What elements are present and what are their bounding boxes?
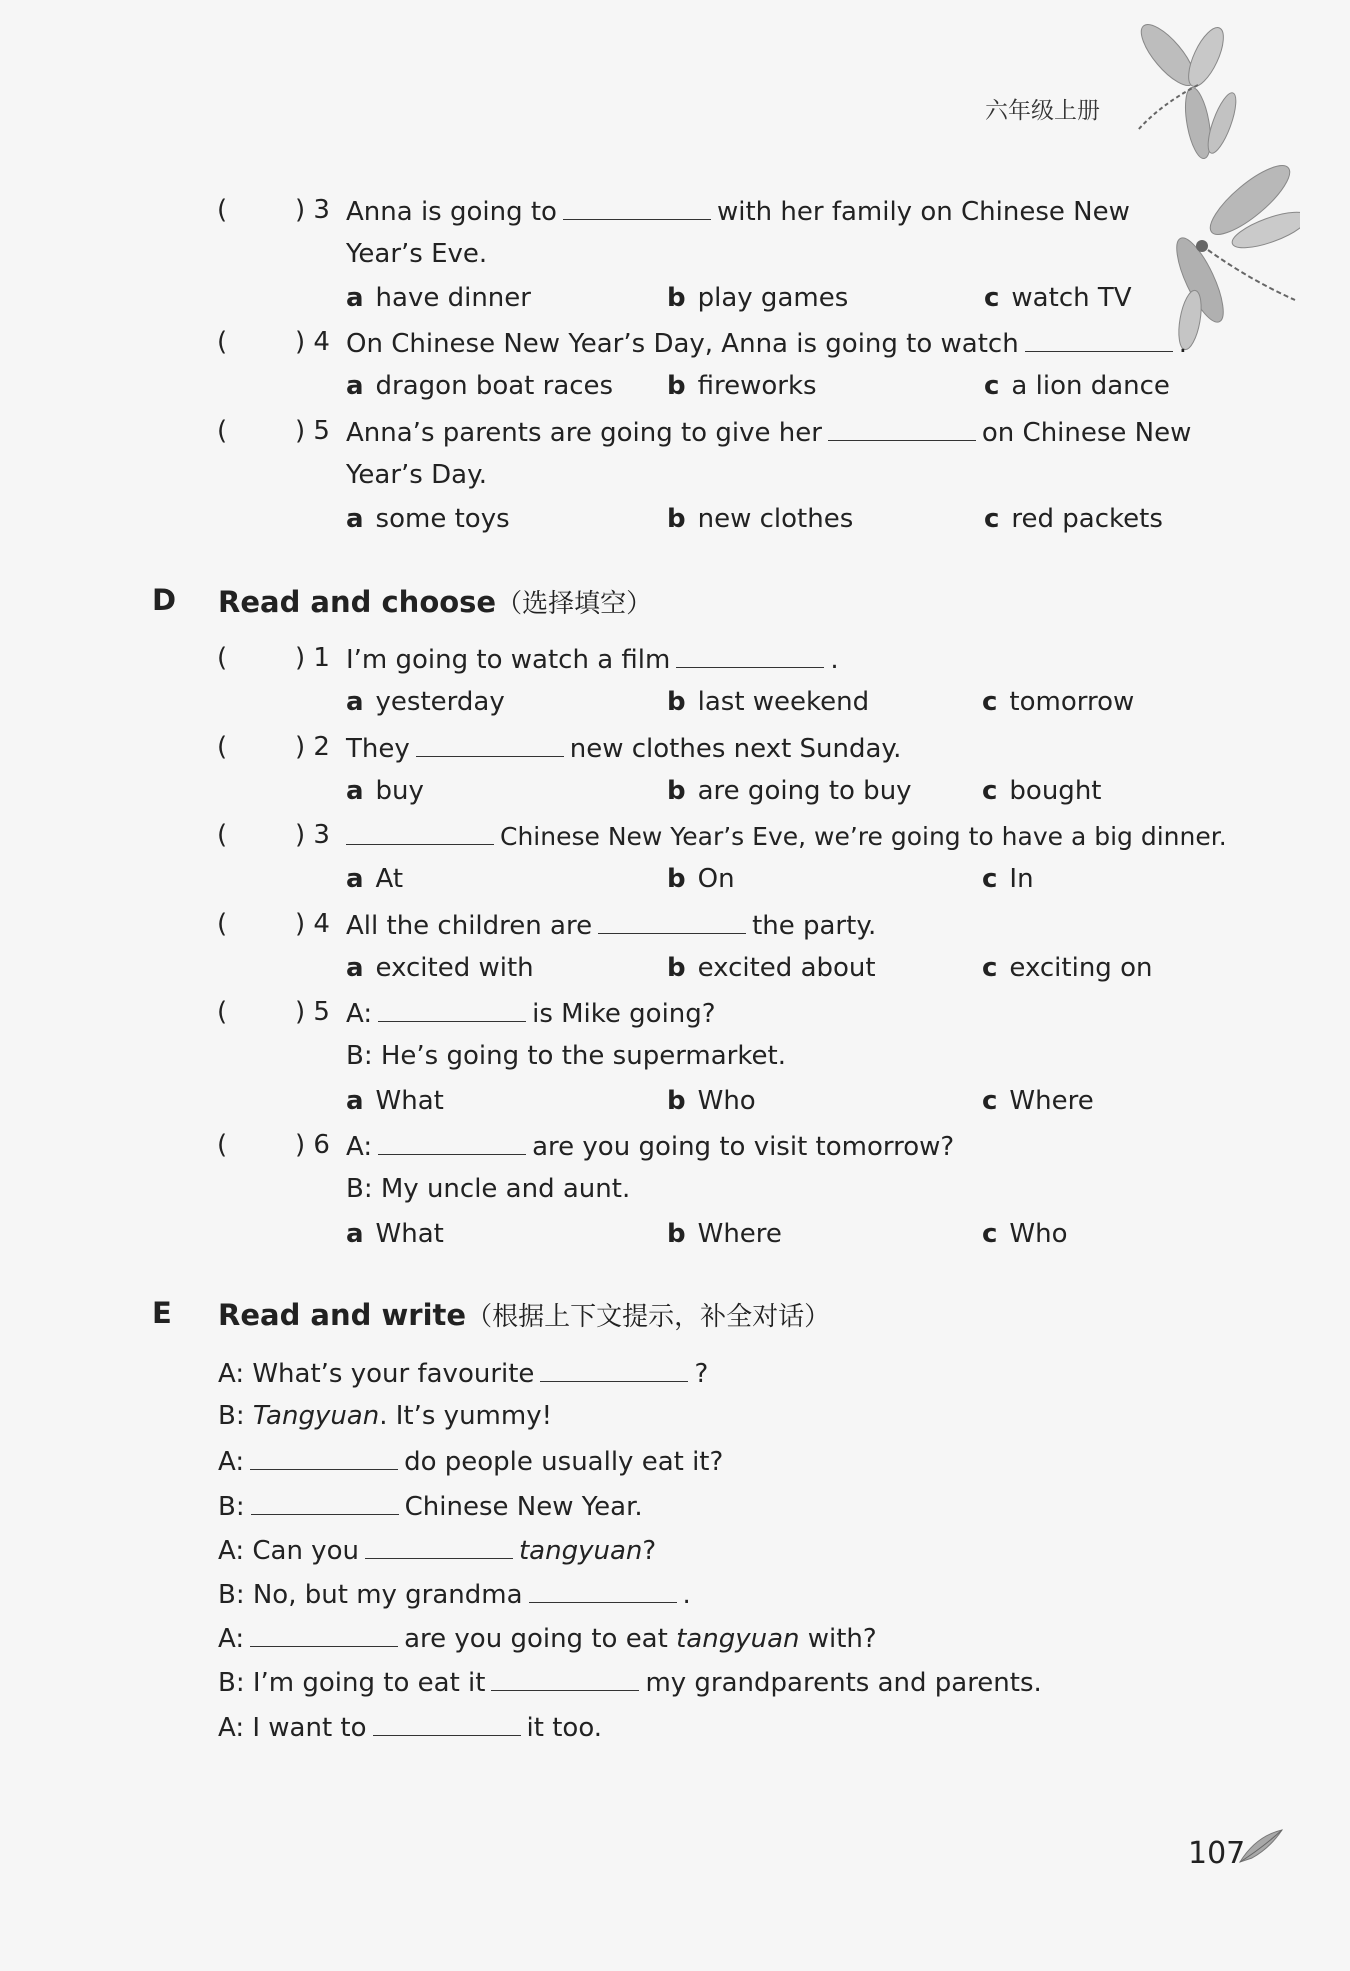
answer-paren[interactable]: ( [217, 732, 228, 762]
dialogue-line: A: do people usually eat it? [218, 1443, 723, 1479]
dialogue-line: A: What’s your favourite ? [218, 1355, 708, 1391]
option-c[interactable]: c In [982, 864, 1034, 894]
option-b[interactable]: b Who [667, 1086, 756, 1116]
section-e-letter: E [152, 1296, 172, 1330]
question-number: ) 3 [295, 195, 330, 225]
answer-blank[interactable] [676, 641, 824, 668]
answer-paren[interactable]: ( [217, 997, 228, 1027]
question-number: ) 1 [295, 643, 330, 673]
question-number: ) 4 [295, 327, 330, 357]
option-c[interactable]: c exciting on [982, 953, 1153, 983]
answer-paren[interactable]: ( [217, 820, 228, 850]
page-number: 107 [1188, 1836, 1246, 1871]
question-number: ) 3 [295, 820, 330, 850]
option-b[interactable]: b new clothes [667, 504, 854, 534]
question-text: Anna’s parents are going to give her on Chinese New [346, 414, 1191, 450]
dialogue-line: A: I want to it too. [218, 1709, 602, 1745]
question-number: ) 5 [295, 997, 330, 1027]
question-number: ) 2 [295, 732, 330, 762]
option-b[interactable]: b fireworks [667, 371, 817, 401]
dialogue-line: B: Chinese New Year. [218, 1488, 643, 1524]
question-text: A: is Mike going? [346, 995, 716, 1031]
answer-blank[interactable] [250, 1443, 398, 1470]
option-c[interactable]: c watch TV [984, 283, 1132, 313]
answer-blank[interactable] [1025, 325, 1173, 352]
section-d-letter: D [152, 583, 177, 617]
question-text: A: are you going to visit tomorrow? [346, 1128, 954, 1164]
answer-blank[interactable] [378, 995, 526, 1022]
option-a[interactable]: a yesterday [346, 687, 505, 717]
option-a[interactable]: a What [346, 1219, 444, 1249]
answer-blank[interactable] [365, 1532, 513, 1559]
answer-blank[interactable] [250, 1620, 398, 1647]
option-a[interactable]: a buy [346, 776, 424, 806]
answer-blank[interactable] [598, 907, 746, 934]
leaf-icon [1236, 1826, 1286, 1866]
option-b[interactable]: b last weekend [667, 687, 870, 717]
option-c[interactable]: c Where [982, 1086, 1094, 1116]
option-a[interactable]: a What [346, 1086, 444, 1116]
answer-blank[interactable] [540, 1355, 688, 1382]
option-a[interactable]: a excited with [346, 953, 534, 983]
option-c[interactable]: c red packets [984, 504, 1163, 534]
answer-blank[interactable] [378, 1128, 526, 1155]
question-text: On Chinese New Year’s Day, Anna is going to watch . [346, 325, 1187, 361]
answer-blank[interactable] [373, 1709, 521, 1736]
option-b[interactable]: b are going to buy [667, 776, 912, 806]
answer-paren[interactable]: ( [217, 909, 228, 939]
question-text: I’m going to watch a film . [346, 641, 839, 677]
option-b[interactable]: b excited about [667, 953, 876, 983]
answer-blank[interactable] [491, 1664, 639, 1691]
option-a[interactable]: a have dinner [346, 283, 531, 313]
option-b[interactable]: b Where [667, 1219, 782, 1249]
dialogue-line: B: No, but my grandma . [218, 1576, 691, 1612]
answer-paren[interactable]: ( [217, 1130, 228, 1160]
question-number: ) 4 [295, 909, 330, 939]
section-d-title: Read and choose（选择填空） [218, 585, 653, 619]
option-c[interactable]: c Who [982, 1219, 1068, 1249]
question-text: All the children are the party. [346, 907, 876, 943]
dialogue-line: B: I’m going to eat it my grandparents and parents. [218, 1664, 1042, 1700]
option-b[interactable]: b On [667, 864, 735, 894]
option-c[interactable]: c tomorrow [982, 687, 1135, 717]
answer-blank[interactable] [529, 1576, 677, 1603]
workbook-page: 六年级上册 ( ) 3 Anna is going to with her family on Chinese New Year’s Eve. a have dinner b play games c watch TV ( ) 4 On Chinese New Year’s Day, Anna is going to watch . a dragon boat races b fireworks c a lion dance ( ) 5 Anna’s parents are going to give her on Chinese New Year’s Day. a some toys b new clothes c red packets D Read and choose（选择填空） ( ) 1 I’m going to watch a film . a yesterday b last weekend c tomorrow ( ) 2 They new clothes next Sunday. a buy b are going to buy c bought ( ) 3 Chinese New Year’s Eve, we’re going to have a big dinner. a At b On c In ( ) 4 All the children are the party. a excited with b excited about c exciting on ( ) 5 A: is Mike going? B: He’s going to the supermarket. a What b Who c Where ( ) 6 A: are you going to visit tomorrow? B: My uncle and aunt. a What b Where c Who E Read and write（根据上下文提示，补全对话） A: What’s your favourite ? B: Tangyuan. It’s yummy! A: do people usually eat it? B: Chinese New Year. A: Can you tangyuan? B: No, but my grandma . A: are you going to eat tangyuan with? B: I’m going to eat it my grandparents and parents. A: I want to it too. 107 [0, 0, 1350, 1971]
answer-blank[interactable] [251, 1488, 399, 1515]
option-a[interactable]: a At [346, 864, 404, 894]
answer-paren[interactable]: ( [217, 416, 228, 446]
answer-paren[interactable]: ( [217, 195, 228, 225]
answer-blank[interactable] [828, 414, 976, 441]
option-a[interactable]: a some toys [346, 504, 510, 534]
dialogue-line: B: Tangyuan. It’s yummy! [218, 1401, 553, 1431]
option-b[interactable]: b play games [667, 283, 849, 313]
question-text: They new clothes next Sunday. [346, 730, 901, 766]
answer-paren[interactable]: ( [217, 327, 228, 357]
dialogue-line: A: are you going to eat tangyuan with? [218, 1620, 877, 1656]
question-number: ) 6 [295, 1130, 330, 1160]
grade-label: 六年级上册 [985, 98, 1100, 124]
question-text: Anna is going to with her family on Chinese New [346, 193, 1130, 229]
option-c[interactable]: c bought [982, 776, 1102, 806]
answer-blank[interactable] [563, 193, 711, 220]
dragonfly-top-icon [1120, 15, 1240, 165]
option-a[interactable]: a dragon boat races [346, 371, 614, 401]
dialogue-line: A: Can you tangyuan? [218, 1532, 656, 1568]
answer-blank[interactable] [416, 730, 564, 757]
section-e-title: Read and write（根据上下文提示，补全对话） [218, 1298, 831, 1332]
answer-blank[interactable] [346, 818, 494, 845]
answer-paren[interactable]: ( [217, 643, 228, 673]
option-c[interactable]: c a lion dance [984, 371, 1170, 401]
question-text: Chinese New Year’s Eve, we’re going to have a big dinner. [346, 818, 1227, 854]
question-number: ) 5 [295, 416, 330, 446]
